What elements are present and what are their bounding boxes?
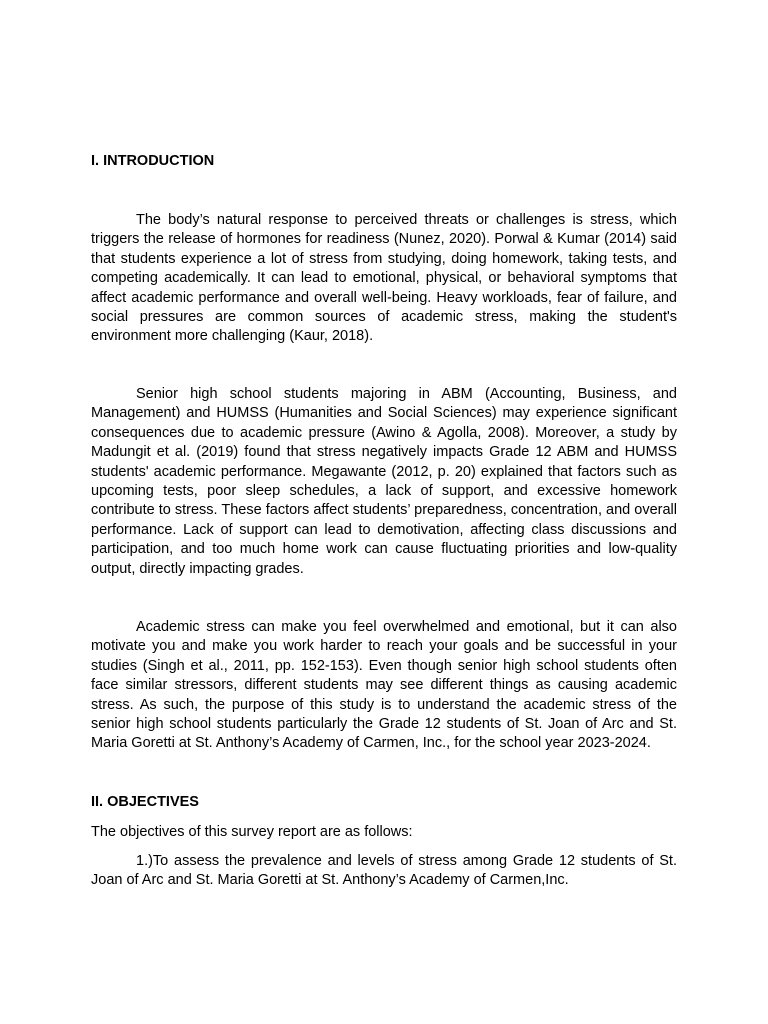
objectives-intro: The objectives of this survey report are as follows: [91,824,413,840]
introduction-paragraph-3: Academic stress can make you feel overwhelmed and emotional, but it can also motivate you and make you work harder to reach your goals and be successful in your studies (Singh et al., 2011, pp. 152-153). Even though senior high school students often face similar stressors, different students may see different things as causing academic stress. As such, the purpose of this study is to understand the academic stress of the senior high school students particularly the Grade 12 students of St. Joan of Arc and St. Maria Goretti at St. Anthony’s Academy of Carmen, Inc., for the school year 2023-2024. [91,619,677,752]
introduction-paragraph-1: The body’s natural response to perceived threats or challenges is stress, which triggers the release of hormones for readiness (Nunez, 2020). Porwal & Kumar (2014) said that students experience a lot of stress from studying, doing homework, taking tests, and competing academically. It can lead to emotional, physical, or behavioral symptoms that affect academic performance and overall well-being. Heavy workloads, fear of failure, and social pressures are common sources of academic stress, making the student's environment more challenging (Kaur, 2018). [91,212,677,345]
introduction-heading: I. INTRODUCTION [91,153,215,169]
introduction-paragraph-2: Senior high school students majoring in ABM (Accounting, Business, and Management) and HUMSS (Humanities and Social Sciences) may experience significant consequences due to academic pressure (Awino & Agolla, 2008). Moreover, a study by Madungit et al. (2019) found that stress negatively impacts Grade 12 ABM and HUMSS students' academic performance. Megawante (2012, p. 20) explained that factors such as upcoming tests, poor sleep schedules, a lack of support, and excessive homework contribute to stress. These factors affect students’ preparedness, concentration, and overall performance. Lack of support can lead to demotivation, affecting class discussions and participation, and too much home work can cause fluctuating priorities and low-quality output, directly impacting grades. [91,386,677,577]
objectives-heading: II. OBJECTIVES [91,794,199,810]
objective-item-1: 1.)To assess the prevalence and levels of stress among Grade 12 students of St. Joan of Arc and St. Maria Goretti at St. Anthony’s Academy of Carmen,Inc. [91,853,677,889]
document-page [91,0,677,1024]
